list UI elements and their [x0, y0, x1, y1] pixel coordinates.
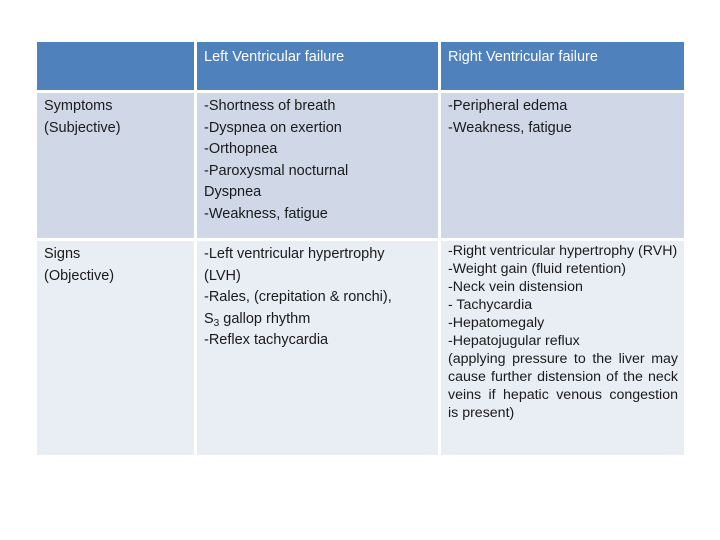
list-item: -Neck vein distension: [448, 279, 583, 295]
gallop-rhythm-text: gallop rhythm: [219, 310, 311, 327]
list-item: (LVH): [204, 267, 241, 284]
row-label-line: (Subjective): [44, 119, 121, 136]
list-item: -Left ventricular hypertrophy: [204, 246, 385, 262]
row-label-cell: [37, 241, 194, 455]
right-failure-signs-cell: [441, 241, 684, 455]
list-item: -Reflex tachycardia: [204, 332, 329, 349]
row-label-cell: [37, 93, 194, 238]
list-item: - Tachycardia: [448, 297, 533, 313]
table-row-symptoms: [37, 93, 684, 238]
list-item: -Paroxysmal nocturnal: [204, 162, 349, 179]
list-item: -Rales, (crepitation & ronchi),: [204, 289, 392, 306]
row-label-line: Symptoms: [44, 98, 113, 114]
right-failure-symptoms-cell: [441, 93, 684, 238]
s3-subscript: 3: [213, 317, 220, 329]
list-item: (applying pressure to the liver may cause further distension of the neck veins if hepatic venous congestion is present): [448, 351, 678, 421]
list-item: -Peripheral edema: [448, 98, 568, 114]
row-label-line: Signs: [44, 246, 81, 262]
list-item: [204, 309, 431, 331]
list-item: Dyspnea: [204, 184, 262, 201]
header-right-label: Right Ventricular failure: [448, 49, 598, 65]
left-failure-signs-cell: [197, 241, 438, 455]
table-row-signs: [37, 241, 684, 455]
table-header-row: [37, 42, 684, 90]
list-item: -Weight gain (fluid retention): [448, 261, 626, 277]
header-cell-left-ventricular: [197, 42, 438, 90]
header-left-label: Left Ventricular failure: [204, 49, 345, 65]
list-item: -Hepatojugular reflux: [448, 333, 580, 349]
list-item: -Shortness of breath: [204, 98, 336, 114]
header-cell-right-ventricular: [441, 42, 684, 90]
list-item: -Weakness, fatigue: [204, 205, 328, 222]
list-item: -Hepatomegaly: [448, 315, 545, 331]
list-item: -Weakness, fatigue: [448, 119, 572, 136]
s3-letter: S: [204, 310, 214, 327]
list-item: -Right ventricular hypertrophy (RVH): [448, 243, 678, 259]
left-failure-symptoms-cell: [197, 93, 438, 238]
list-item: -Dyspnea on exertion: [204, 119, 342, 136]
row-label-line: (Objective): [44, 267, 115, 284]
header-cell-blank: [37, 42, 194, 90]
list-item: -Orthopnea: [204, 141, 278, 158]
